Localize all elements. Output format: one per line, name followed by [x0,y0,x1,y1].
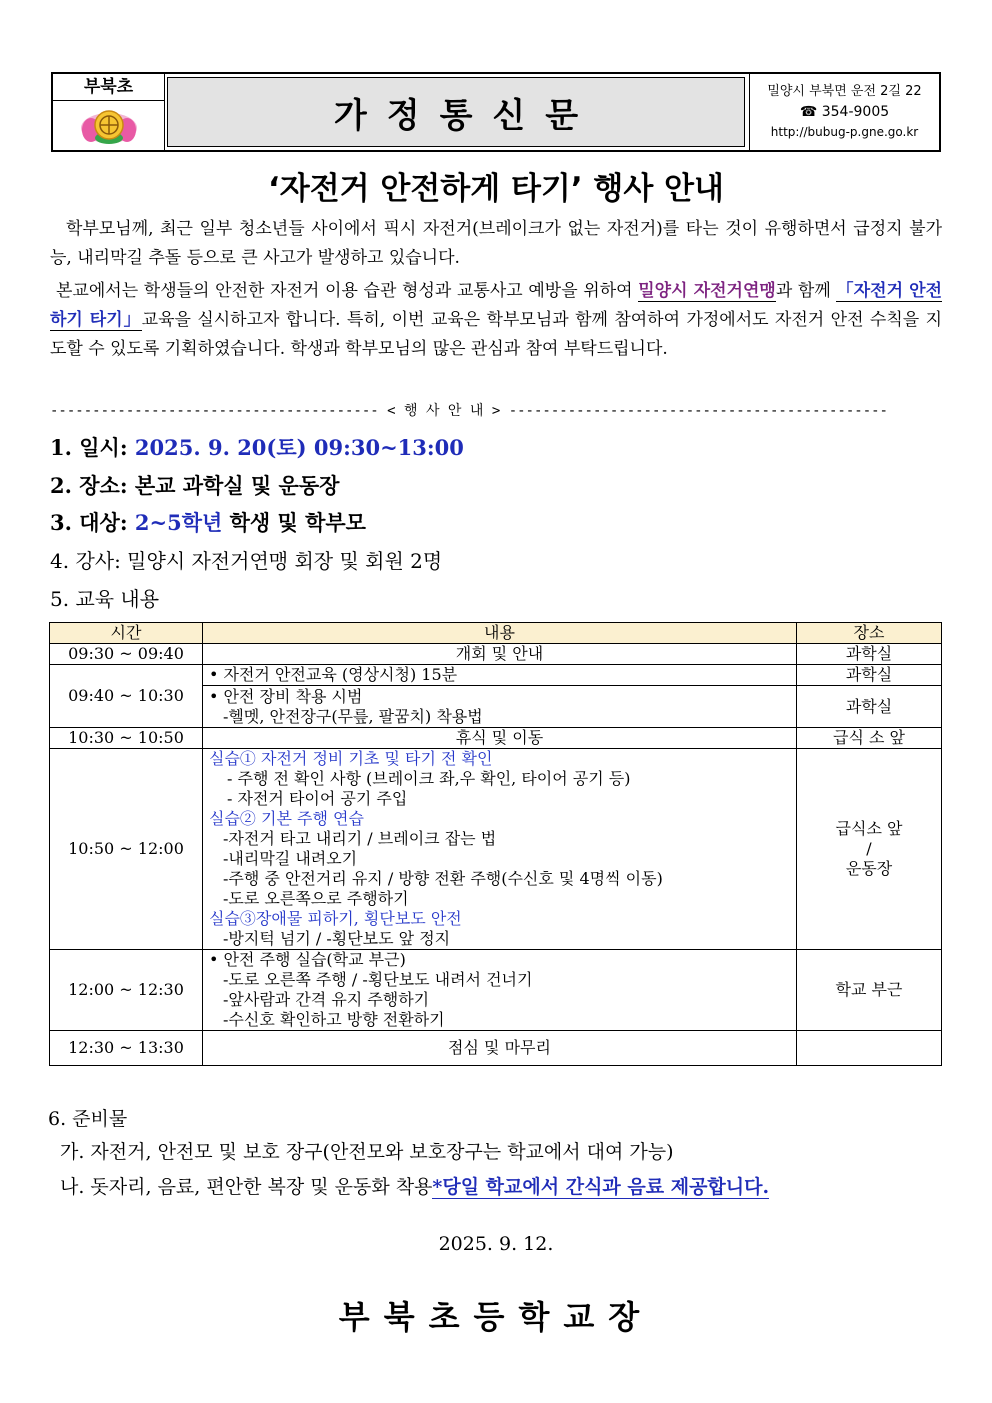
prep-title: 6. 준비물 [48,1108,128,1130]
row-content: 개회 및 안내 [203,644,797,665]
school-address: 밀양시 부북면 운전 2길 22 [767,84,922,99]
prep-item-b-text: 나. 돗자리, 음료, 편안한 복장 및 운동화 착용 [60,1176,433,1198]
school-url[interactable]: http://bubug-p.gne.go.kr [770,125,919,139]
section-divider: --------------------------------------- < 행 사 안 내 > --------------------------------------------- [50,403,888,419]
content-line: -도로 오른쪽 주행 / -횡단보도 내려서 건너기 [223,970,533,989]
row-place [797,749,942,950]
target-grade: 2~5학년 [134,510,223,535]
prep-item-b [60,1172,769,1199]
row-place: 과학실 [797,644,942,665]
place-label: 2. 장소 [50,473,120,498]
intro-paragraph-1: 학부모님께, 최근 일부 청소년들 사이에서 픽시 자전거(브레이크가 없는 자전거)를 타는 것이 유행하면서 급정지 불가능, 내리막길 추돌 등으로 큰 사고가 발생하고 있습니다. [50,219,942,268]
row-content: 휴식 및 이동 [203,728,797,749]
content-line: • 안전 장비 착용 시범 [209,686,363,706]
school-emblem-icon [79,106,139,146]
intro-text-c: 교육을 실시하고자 합니다. 특히, 이번 교육은 학부모님과 함께 참여하여 가정에서도 자전거 안전 수칙을 지도할 수 있도록 기획하였습니다. 학생과 학부모님의 많은 관심과 참여 부탁드립니다. [50,310,943,359]
row-time: 10:30 ~ 10:50 [50,728,203,749]
row-time: 10:50 ~ 12:00 [50,749,203,950]
intro-text-a: 본교에서는 학생들의 안전한 자전거 이용 습관 형성과 교통사고 예방을 위하여 [56,281,639,301]
header-time: 시간 [50,623,203,644]
content-line: • 안전 주행 실습(학교 부근) [209,950,406,969]
row-content [203,950,797,1031]
intro-paragraph-2 [50,277,942,364]
title-box [167,77,745,147]
principal-signature: 부북초등학교장 [338,1298,654,1336]
school-phone: ☎ 354-9005 [799,104,890,120]
header-place: 장소 [797,623,942,644]
place-line: 급식소 앞 [835,819,903,838]
row-place: 학교 부근 [797,950,942,1031]
row-time: 09:40 ~ 10:30 [50,665,203,728]
row-place [797,1031,942,1066]
place-line: / [866,839,872,858]
practice-title: 실습② 기본 주행 연습 [209,809,364,828]
row-place: 급식 소 앞 [797,728,942,749]
content-line: -도로 오른쪽으로 주행하기 [223,889,409,908]
target-rest: 학생 및 학부모 [222,510,366,535]
place-value: 본교 과학실 및 운동장 [134,473,340,498]
header-content: 내용 [203,623,797,644]
row-time: 12:00 ~ 12:30 [50,950,203,1031]
content-line: -자전거 타고 내리기 / 브레이크 잡는 법 [223,829,497,848]
content-line: -앞사람과 간격 유지 주행하기 [223,990,430,1009]
table-row [50,749,942,950]
org-name: 밀양시 자전거연맹 [638,281,776,301]
table-row [50,728,942,749]
target-label: 3. 대상 [50,510,120,535]
schedule-table [49,622,942,1066]
row-content: 점심 및 마무리 [203,1031,797,1066]
item-date: 1. 일시: 2025. 9. 20(토) 09:30~13:00 [50,435,464,460]
row-place: 과학실 [797,686,942,728]
content-line: -방지턱 넘기 / -횡단보도 앞 정지 [223,929,451,948]
table-row [50,950,942,1031]
table-header-row [50,623,942,644]
row-time: 09:30 ~ 09:40 [50,644,203,665]
school-name: 부북초 [53,74,164,101]
item-place: 2. 장소: 본교 과학실 및 운동장 [50,473,340,498]
practice-title: 실습③장애물 피하기, 횡단보도 안전 [209,909,462,928]
row-place: 과학실 [797,665,942,686]
place-line: 운동장 [845,859,893,878]
row-content: • 자전거 안전교육 (영상시청) 15분 [203,665,797,686]
content-line: -주행 중 안전거리 유지 / 방향 전환 주행(수신호 및 4명씩 이동) [223,869,663,888]
table-row [50,644,942,665]
newsletter-header [51,72,941,152]
practice-title: 실습① 자전거 정비 기초 및 타기 전 확인 [209,749,493,768]
row-content [203,686,797,728]
date-value: 2025. 9. 20(토) 09:30~13:00 [134,435,464,460]
newsletter-title: 가정통신문 [333,95,599,136]
content-line: - 자전거 타이어 공기 주입 [227,789,408,808]
divider-label: < 행 사 안 내 > [387,403,501,419]
intro-text-b: 과 함께 [775,281,837,301]
content-line: -내리막길 내려오기 [223,849,358,868]
date-label: 1. 일시 [50,435,120,460]
prep-item-a: 가. 자전거, 안전모 및 보호 장구(안전모와 보호장구는 학교에서 대여 가능) [60,1141,674,1163]
content-line: -헬멧, 안전장구(무릎, 팔꿈치) 착용법 [223,706,483,726]
content-line: -수신호 확인하고 방향 전환하기 [223,1010,445,1029]
item-target: 3. 대상: 2~5학년 학생 및 학부모 [50,510,366,535]
content-line: - 주행 전 확인 사항 (브레이크 좌,우 확인, 타이어 공기 등) [227,769,631,788]
row-content [203,749,797,950]
table-row [50,1031,942,1066]
item-content: 5. 교육 내용 [50,587,160,611]
contact-box [749,74,939,150]
row-time: 12:30 ~ 13:30 [50,1031,203,1066]
item-instructor: 4. 강사: 밀양시 자전거연맹 회장 및 회원 2명 [50,549,443,573]
event-name: 「자전거 안전하기 타기」 [50,281,943,330]
snack-notice: *당일 학교에서 간식과 음료 제공합니다. [432,1176,770,1198]
issue-date: 2025. 9. 12. [438,1233,554,1255]
table-row [50,665,942,686]
school-box [53,74,165,150]
page-title: ‘자전거 안전하게 타기’ 행사 안내 [267,171,725,207]
